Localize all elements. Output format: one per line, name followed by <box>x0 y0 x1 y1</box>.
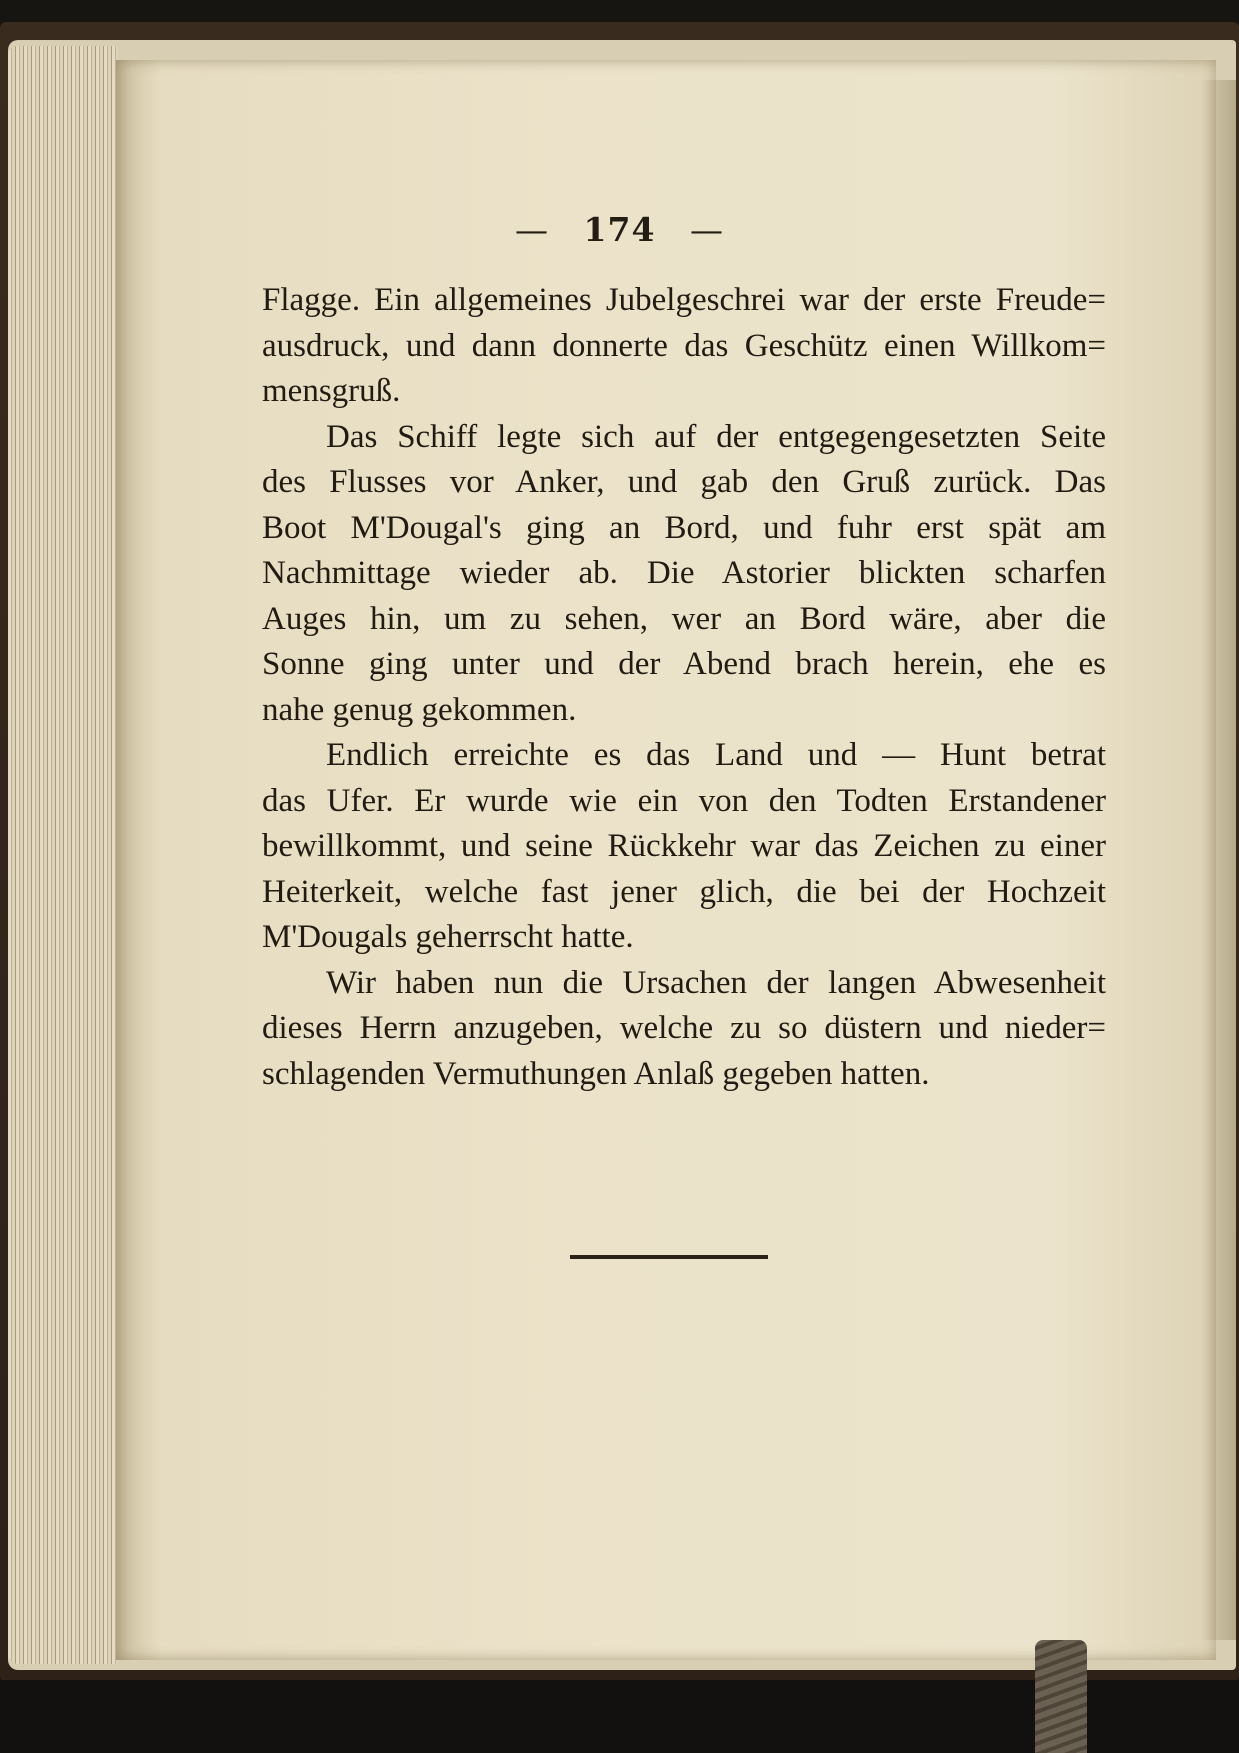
page-number: 174 <box>583 210 656 249</box>
body-text <box>262 278 1106 1097</box>
text-line: dieses Herrn anzugeben, welche zu so düstern und nieder= <box>262 1010 1106 1046</box>
header-dash-left: — <box>515 210 550 249</box>
end-rule <box>570 1255 768 1259</box>
header-dash-right: — <box>689 210 724 249</box>
text-line: Auges hin, um zu sehen, wer an Bord wäre, aber die <box>262 600 1106 637</box>
page-header <box>0 210 1239 249</box>
page-edges <box>8 46 118 1664</box>
text-line: schlagenden Vermuthungen Anlaß gegeben hatten. <box>262 1055 930 1092</box>
text-line: Boot M'Dougal's ging an Bord, und fuhr erst spät am <box>262 509 1106 546</box>
text-line: bewillkommt, und seine Rückkehr war das Zeichen zu einer <box>262 828 1106 864</box>
text-line: Das Schiff legte sich auf der entgegengesetzten Seite <box>326 418 1106 455</box>
text-line: ausdruck, und dann donnerte das Geschütz einen Willkom= <box>262 327 1106 364</box>
text-line: mensgruß. <box>262 373 401 409</box>
text-line: des Flusses vor Anker, und gab den Gruß zurück. Das <box>262 464 1106 500</box>
text-line: nahe genug gekommen. <box>262 691 577 728</box>
text-line: das Ufer. Er wurde wie ein von den Todten Erstandener <box>262 782 1106 819</box>
text-line: Nachmittage wieder ab. Die Astorier blickten scharfen <box>262 555 1106 591</box>
text-line: M'Dougals geherrscht hatte. <box>262 919 634 955</box>
bookmark-ribbon <box>1035 1640 1087 1753</box>
text-line: Wir haben nun die Ursachen der langen Abwesenheit <box>326 964 1106 1001</box>
text-line: Sonne ging unter und der Abend brach herein, ehe es <box>262 646 1106 682</box>
text-line: Flagge. Ein allgemeines Jubelgeschrei war der erste Freude= <box>262 282 1106 318</box>
text-line: Heiterkeit, welche fast jener glich, die bei der Hochzeit <box>262 873 1106 910</box>
page-shadow <box>1200 80 1236 1640</box>
text-line: Endlich erreichte es das Land und — Hunt betrat <box>326 737 1106 773</box>
